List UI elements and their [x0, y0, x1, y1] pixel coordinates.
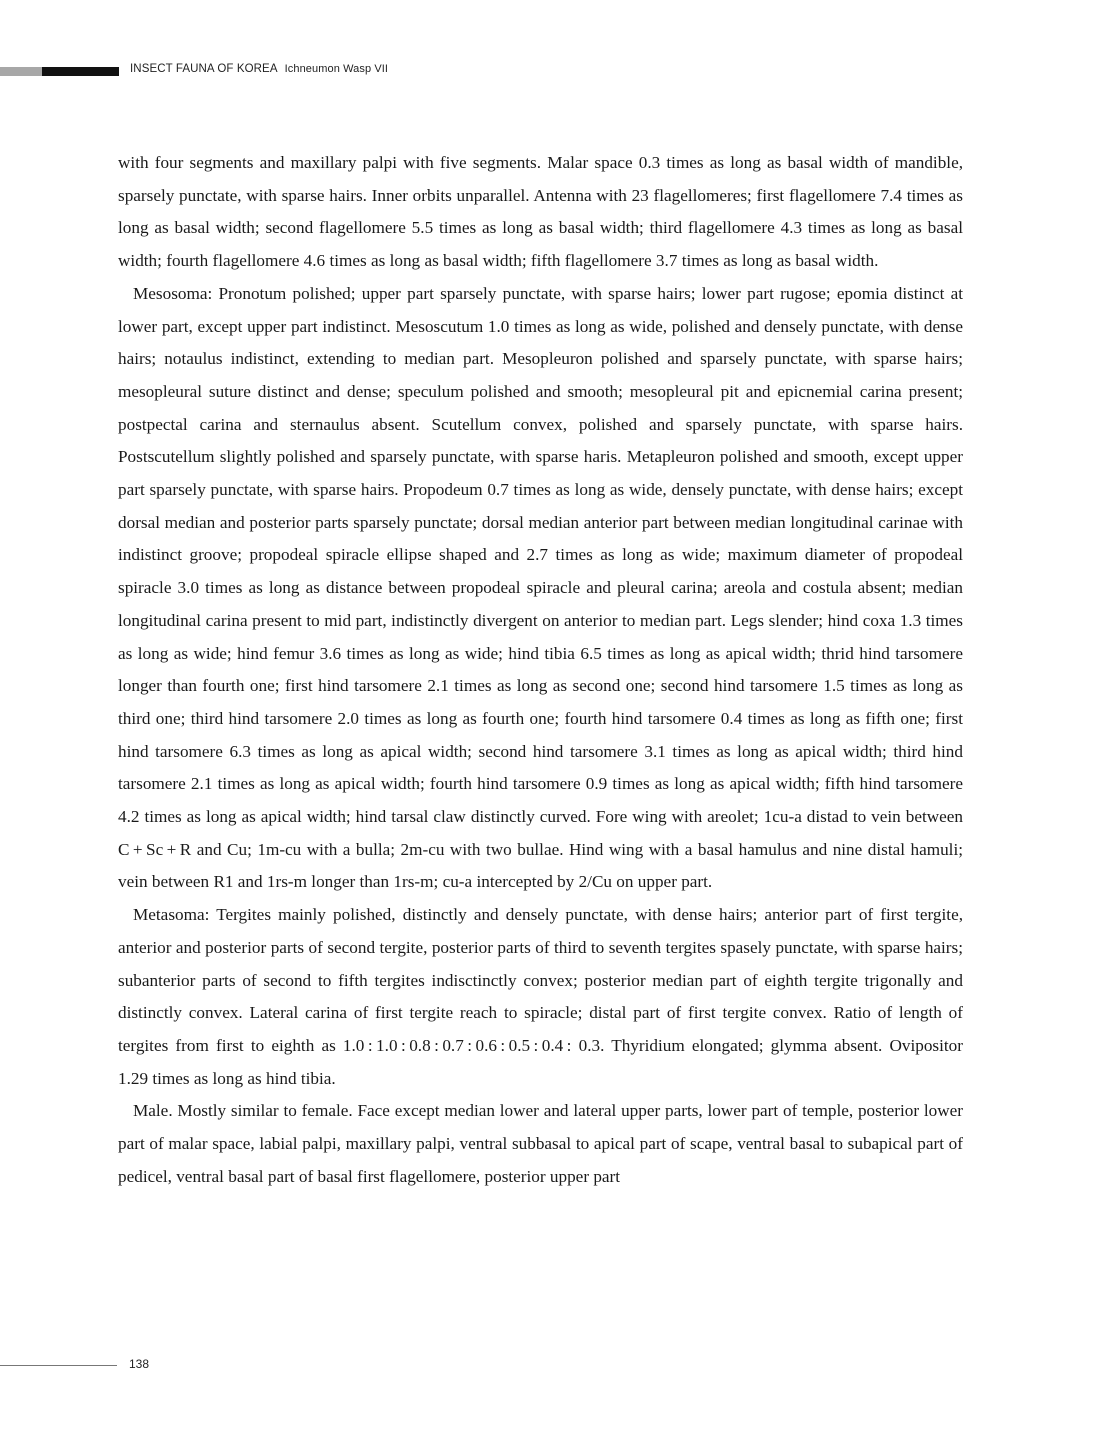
header-subtitle: Ichneumon Wasp VII: [284, 63, 389, 75]
paragraph-mesosoma: Mesosoma: Pronotum polished; upper part sparsely punctate, with sparse hairs; lower part rugose; epomia distinct at lower part, except upper part indistinct. Mesoscutum 1.0 times as long as wide, polished and densely punctate, with dense hairs; notaulus indistinct, extending to median part. Mesopleuron polished and sparsely punctate, with sparse hairs; mesopleural suture distinct and dense; speculum polished and smooth; mesopleural pit and epicnemial carina present; postpectal carina and sternaulus absent. Scutellum convex, polished and sparsely punctate, with sparse hairs. Postscutellum slightly polished and sparsely punctate, with sparse haris. Metapleuron polished and smooth, except upper part sparsely punctate, with sparse hairs. Propodeum 0.7 times as long as wide, densely punctate, with dense hairs; except dorsal median and posterior parts sparsely punctate; dorsal median anterior part between median longitudinal carinae with indistinct groove; propodeal spiracle ellipse shaped and 2.7 times as long as wide; maximum diameter of propodeal spiracle 3.0 times as long as distance between propodeal spiracle and pleural carina; areola and costula absent; median longitudinal carina present to mid part, indistinctly divergent on anterior to median part. Legs slender; hind coxa 1.3 times as long as wide; hind femur 3.6 times as long as wide; hind tibia 6.5 times as long as apical width; thrid hind tarsomere longer than fourth one; first hind tarsomere 2.1 times as long as second one; second hind tarsomere 1.5 times as long as third one; third hind tarsomere 2.0 times as long as fourth one; fourth hind tarsomere 0.4 times as long as fifth one; first hind tarsomere 6.3 times as long as apical width; second hind tarsomere 3.1 times as long as apical width; third hind tarsomere 2.1 times as long as apical width; fourth hind tarsomere 0.9 times as long as apical width; fifth hind tarsomere 4.2 times as long as apical width; hind tarsal claw distinctly curved. Fore wing with areolet; 1cu-a distad to vein between C + Sc + R and Cu; 1m-cu with a bulla; 2m-cu with two bullae. Hind wing with a basal hamulus and nine distal hamuli; vein between R1 and 1rs-m longer than 1rs-m; cu-a intercepted by 2/Cu on upper part.: [118, 283, 963, 892]
header-bar-black: [42, 67, 119, 76]
header-bar-grey: [0, 67, 42, 76]
header-title: INSECT FAUNA OF KOREA: [130, 63, 278, 75]
page-number: 138: [129, 1357, 150, 1371]
body-text: [118, 147, 963, 1194]
footer-rule: [0, 1365, 117, 1366]
paragraph-metasoma: Metasoma: Tergites mainly polished, distinctly and densely punctate, with dense hairs; anterior part of first tergite, anterior and posterior parts of second tergite, posterior parts of third to seventh tergites spasely punctate, with sparse hairs; subanterior parts of second to fifth tergites indisctinctly convex; posterior median part of eighth tergite trigonally and distinctly convex. Lateral carina of first tergite reach to spiracle; distal part of first tergite convex. Ratio of length of tergites from first to eighth as 1.0 : 1.0 : 0.8 : 0.7 : 0.6 : 0.5 : 0.4 : 0.3. Thyridium elongated; glymma absent. Ovipositor 1.29 times as long as hind tibia.: [118, 905, 963, 1088]
paragraph-male: Male. Mostly similar to female. Face except median lower and lateral upper parts, lower part of temple, posterior lower part of malar space, labial palpi, maxillary palpi, ventral subbasal to apical part of scape, ventral basal to subapical part of pedicel, ventral basal part of basal first flagellomere, posterior upper part: [118, 1101, 963, 1186]
paragraph-continuation: with four segments and maxillary palpi with five segments. Malar space 0.3 times as long as basal width of mandible, sparsely punctate, with sparse hairs. Inner orbits unparallel. Antenna with 23 flagellomeres; first flagellomere 7.4 times as long as basal width; second flagellomere 5.5 times as long as basal width; third flagellomere 4.3 times as long as basal width; fourth flagellomere 4.6 times as long as basal width; fifth flagellomere 3.7 times as long as basal width.: [118, 153, 963, 271]
running-header: [130, 63, 388, 75]
